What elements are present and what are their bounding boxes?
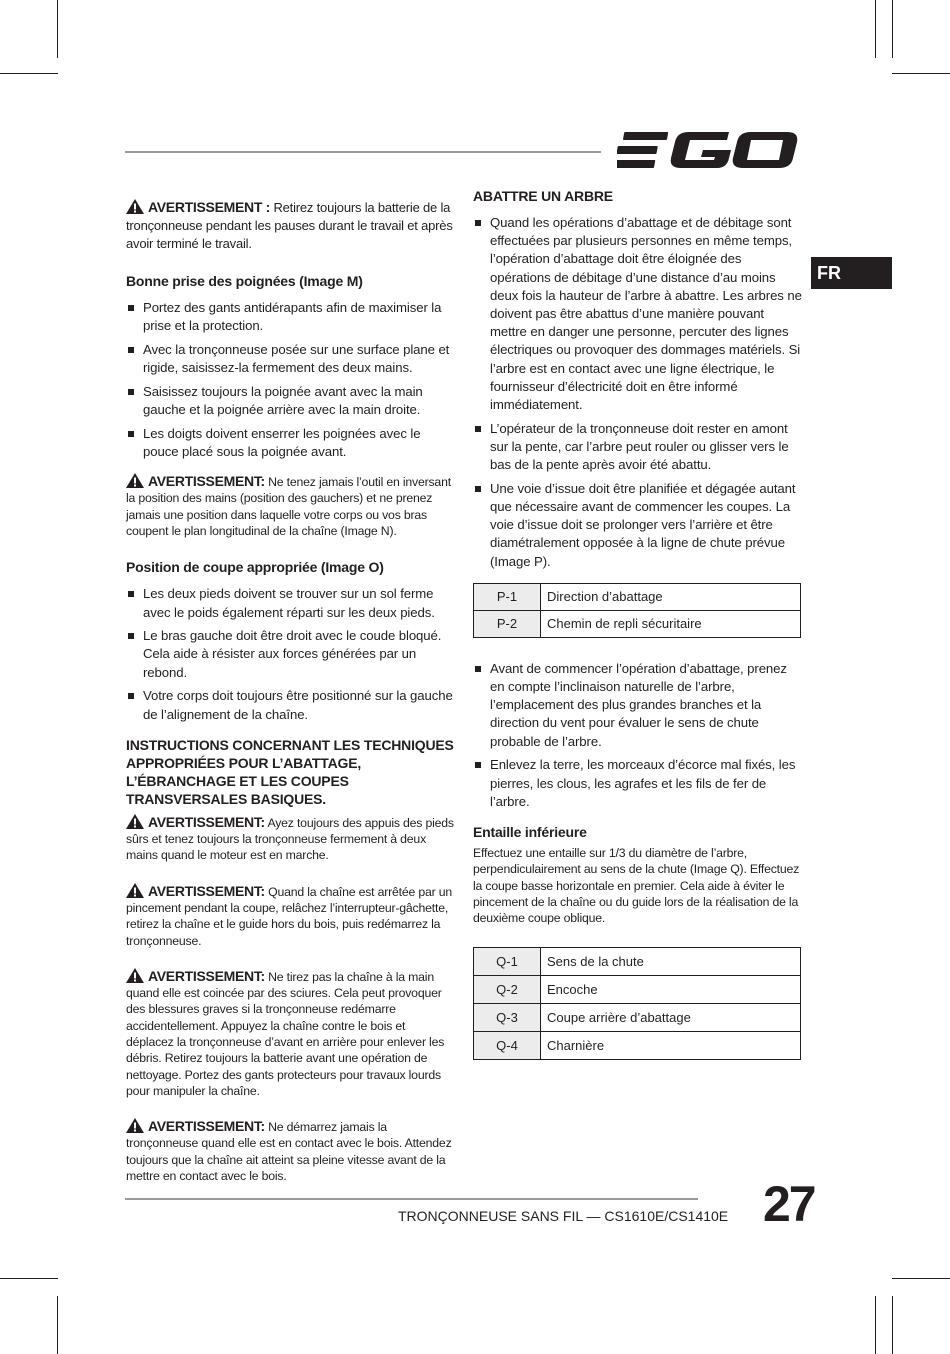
section-heading-grip: Bonne prise des poignées (Image M) <box>126 273 363 289</box>
language-tab: FR <box>811 257 892 289</box>
list-item <box>473 756 803 811</box>
section-heading-notch: Entaille inférieure <box>473 823 587 840</box>
table-cell-label: Charnière <box>541 1032 801 1060</box>
crop-mark <box>57 1296 58 1354</box>
bullet-icon <box>128 693 134 699</box>
crop-mark <box>57 0 58 58</box>
table-cell-code: Q-3 <box>474 1004 541 1032</box>
list-item-text: Avec la tronçonneuse posée sur une surface plane et rigide, saisissez-la fermement des deux mains. <box>143 341 450 376</box>
section-heading-felling: ABATTRE UN ARBRE <box>473 188 613 204</box>
table-cell-code: Q-1 <box>474 948 541 976</box>
table-row <box>474 976 801 1004</box>
crop-mark <box>892 0 893 58</box>
warning-paragraph <box>126 814 456 864</box>
table-row <box>474 1032 801 1060</box>
table-row <box>474 583 801 610</box>
bullet-icon <box>475 426 481 432</box>
table-cell-label: Chemin de repli sécuritaire <box>541 610 801 637</box>
warning-triangle-icon <box>126 199 144 214</box>
section-heading-techniques: INSTRUCTIONS CONCERNANT LES TECHNIQUES APPROPRIÉES POUR L’ABATTAGE, L’ÉBRANCHAGE ET LES COUPES TRANSVERSALES BASIQUES. <box>126 736 454 807</box>
warning-paragraph <box>126 1118 456 1184</box>
warning-text: Ne tenez jamais l’outil en inversant la position des mains (position des gauchers) et ne prenez jamais une position dans laquelle votre corps ou vos bras coupent le plan longitudinal de la chaîne (Image N). <box>126 475 451 539</box>
crop-mark <box>875 0 876 58</box>
list-item-text: Avant de commencer l’opération d’abattage, prenez en compte l’inclinaison naturelle de l’arbre, l’emplacement des plus grandes branches et la direction du vent pour évaluer le sens de chute probable de l’arbre. <box>490 660 787 749</box>
bullet-icon <box>128 431 134 437</box>
table-cell-label: Direction d’abattage <box>541 583 801 610</box>
warning-paragraph <box>126 968 456 1099</box>
list-item <box>126 341 456 377</box>
list-item-text: Votre corps doit toujours être positionné sur la gauche de l’alignement de la chaîne. <box>143 688 453 722</box>
warning-triangle-icon <box>126 473 144 488</box>
list-item <box>126 687 456 723</box>
list-item <box>473 420 803 475</box>
warning-paragraph <box>126 198 456 253</box>
footer-product-title: TRONÇONNEUSE SANS FIL — CS1610E/CS1410E <box>398 1208 729 1224</box>
warning-triangle-icon <box>126 814 144 829</box>
list-item-text: L’opérateur de la tronçonneuse doit rester en amont sur la pente, car l’arbre peut rouler ou glisser vers le bas de la pente après avoir été abattu. <box>490 420 789 473</box>
bullet-icon <box>475 486 481 492</box>
notch-paragraph: Effectuez une entaille sur 1/3 du diamètre de l’arbre, perpendiculairement au sens de la chute (Image Q). Effectuez la coupe basse horizontale en premier. Cela aide à éviter le pincement de la chaîne ou du guide lors de la réalisation de la deuxième coupe oblique. <box>473 845 800 926</box>
warning-title: AVERTISSEMENT: <box>148 473 265 490</box>
warning-text: Ne démarrez jamais la tronçonneuse quand elle est en contact avec le bois. Attendez toujours que la chaîne ait atteint sa pleine vitesse avant de la mettre en contact avec le bois. <box>126 1120 452 1184</box>
list-item <box>473 480 803 571</box>
table-cell-label: Sens de la chute <box>541 948 801 976</box>
right-column <box>473 187 803 1082</box>
crop-mark <box>0 73 58 74</box>
footer-rule <box>125 1198 698 1200</box>
warning-text: Ayez toujours des appuis des pieds sûrs et tenez toujours la tronçonneuse fermement à deux mains quand le moteur est en marche. <box>126 815 454 863</box>
list-item <box>126 383 456 419</box>
table-cell-code: Q-2 <box>474 976 541 1004</box>
pre-felling-list <box>473 660 803 811</box>
crop-mark <box>875 1296 876 1354</box>
stance-list <box>126 585 456 723</box>
bullet-icon <box>475 762 481 768</box>
ego-logo <box>617 128 801 172</box>
list-item-text: Quand les opérations d’abattage et de débitage sont effectuées par plusieurs personnes en même temps, l’opération d’abattage doit être éloignée des opérations de débitage d’une distance d’au moins deux fois la hauteur de l’arbre à abattre. Les arbres ne doivent pas être abattus d’une manière pouvant mettre en danger une personne, percuter des lignes électriques ou provoquer des dommages matériels. Si l’arbre est en contact avec une ligne électrique, le fournisseur d’électricité doit en être informé immédiatement. <box>490 215 802 413</box>
warning-paragraph <box>126 883 456 949</box>
warning-text: Quand la chaîne est arrêtée par un pincement pendant la coupe, relâchez l’interrupteur-gâchette, retirez la chaîne et le guide hors du bois, puis redémarrez la tronçonneuse. <box>126 884 453 948</box>
header-rule <box>125 151 601 153</box>
warning-text: Retirez toujours la batterie de la tronçonneuse pendant les pauses durant le travail et après avoir terminé le travail. <box>126 200 453 251</box>
table-row <box>474 1004 801 1032</box>
list-item <box>126 627 456 682</box>
list-item-text: Portez des gants antidérapants afin de maximiser la prise et la protection. <box>143 300 442 334</box>
warning-title: AVERTISSEMENT : <box>148 199 271 215</box>
bullet-icon <box>128 591 134 597</box>
bullet-icon <box>475 666 481 672</box>
warning-title: AVERTISSEMENT: <box>148 813 265 830</box>
table-cell-code: Q-4 <box>474 1032 541 1060</box>
legend-table-p <box>473 583 801 638</box>
table-row <box>474 948 801 976</box>
list-item <box>126 425 456 461</box>
crop-mark <box>892 1278 950 1279</box>
warning-triangle-icon <box>126 1118 144 1133</box>
list-item <box>473 660 803 751</box>
section-heading-stance: Position de coupe appropriée (Image O) <box>126 559 384 576</box>
crop-mark <box>0 1278 58 1279</box>
list-item-text: Enlevez la terre, les morceaux d’écorce mal fixés, les pierres, les clous, les agrafes et les fils de fer de l’arbre. <box>490 757 796 809</box>
list-item <box>126 585 456 621</box>
legend-table-q <box>473 947 801 1060</box>
list-item-text: Une voie d’issue doit être planifiée et dégagée autant que nécessaire avant de commencer les coupes. La voie d’issue doit se prolonger vers l’arrière et être diamétralement opposée à la ligne de chute prévue (Image P). <box>490 480 796 569</box>
warning-title: AVERTISSEMENT: <box>148 967 265 984</box>
list-item-text: Saisissez toujours la poignée avant avec la main gauche et la poignée arrière avec la main droite. <box>143 383 423 418</box>
list-item-text: Les doigts doivent enserrer les poignées avec le pouce placé sous la poignée avant. <box>143 425 421 459</box>
crop-mark <box>892 73 950 74</box>
left-column <box>126 198 456 1203</box>
bullet-icon <box>128 389 134 395</box>
warning-paragraph <box>126 473 456 539</box>
bullet-icon <box>128 347 134 353</box>
bullet-icon <box>128 305 134 311</box>
warning-text: Ne tirez pas la chaîne à la main quand elle est coincée par des sciures. Cela peut provoquer des blessures graves si la tronçonneuse redémarre accidentellement. Appuyez la chaîne contre le bois et déplacez la tronçonneuse d’avant en arrière pour enlever les débris. Retirez toujours la batterie avant une opération de nettoyage. Portez des gants protecteurs pour travaux lourds pour manipuler la chaîne. <box>126 969 445 1098</box>
warning-triangle-icon <box>126 883 144 898</box>
list-item-text: Les deux pieds doivent se trouver sur un sol ferme avec le poids également réparti sur les deux pieds. <box>143 586 435 620</box>
felling-list <box>473 214 803 571</box>
list-item <box>126 299 456 335</box>
warning-title: AVERTISSEMENT: <box>148 882 265 899</box>
table-row <box>474 610 801 637</box>
table-cell-code: P-1 <box>474 583 541 610</box>
grip-list <box>126 299 456 461</box>
table-cell-label: Encoche <box>541 976 801 1004</box>
list-item <box>473 214 803 414</box>
warning-title: AVERTISSEMENT: <box>148 1118 265 1135</box>
crop-mark <box>892 1296 893 1354</box>
table-cell-label: Coupe arrière d’abattage <box>541 1004 801 1032</box>
bullet-icon <box>475 220 481 226</box>
list-item-text: Le bras gauche doit être droit avec le coude bloqué. Cela aide à résister aux forces générées par un rebond. <box>143 628 442 680</box>
bullet-icon <box>128 633 134 639</box>
page-number: 27 <box>763 1176 815 1232</box>
table-cell-code: P-2 <box>474 610 541 637</box>
warning-triangle-icon <box>126 968 144 983</box>
